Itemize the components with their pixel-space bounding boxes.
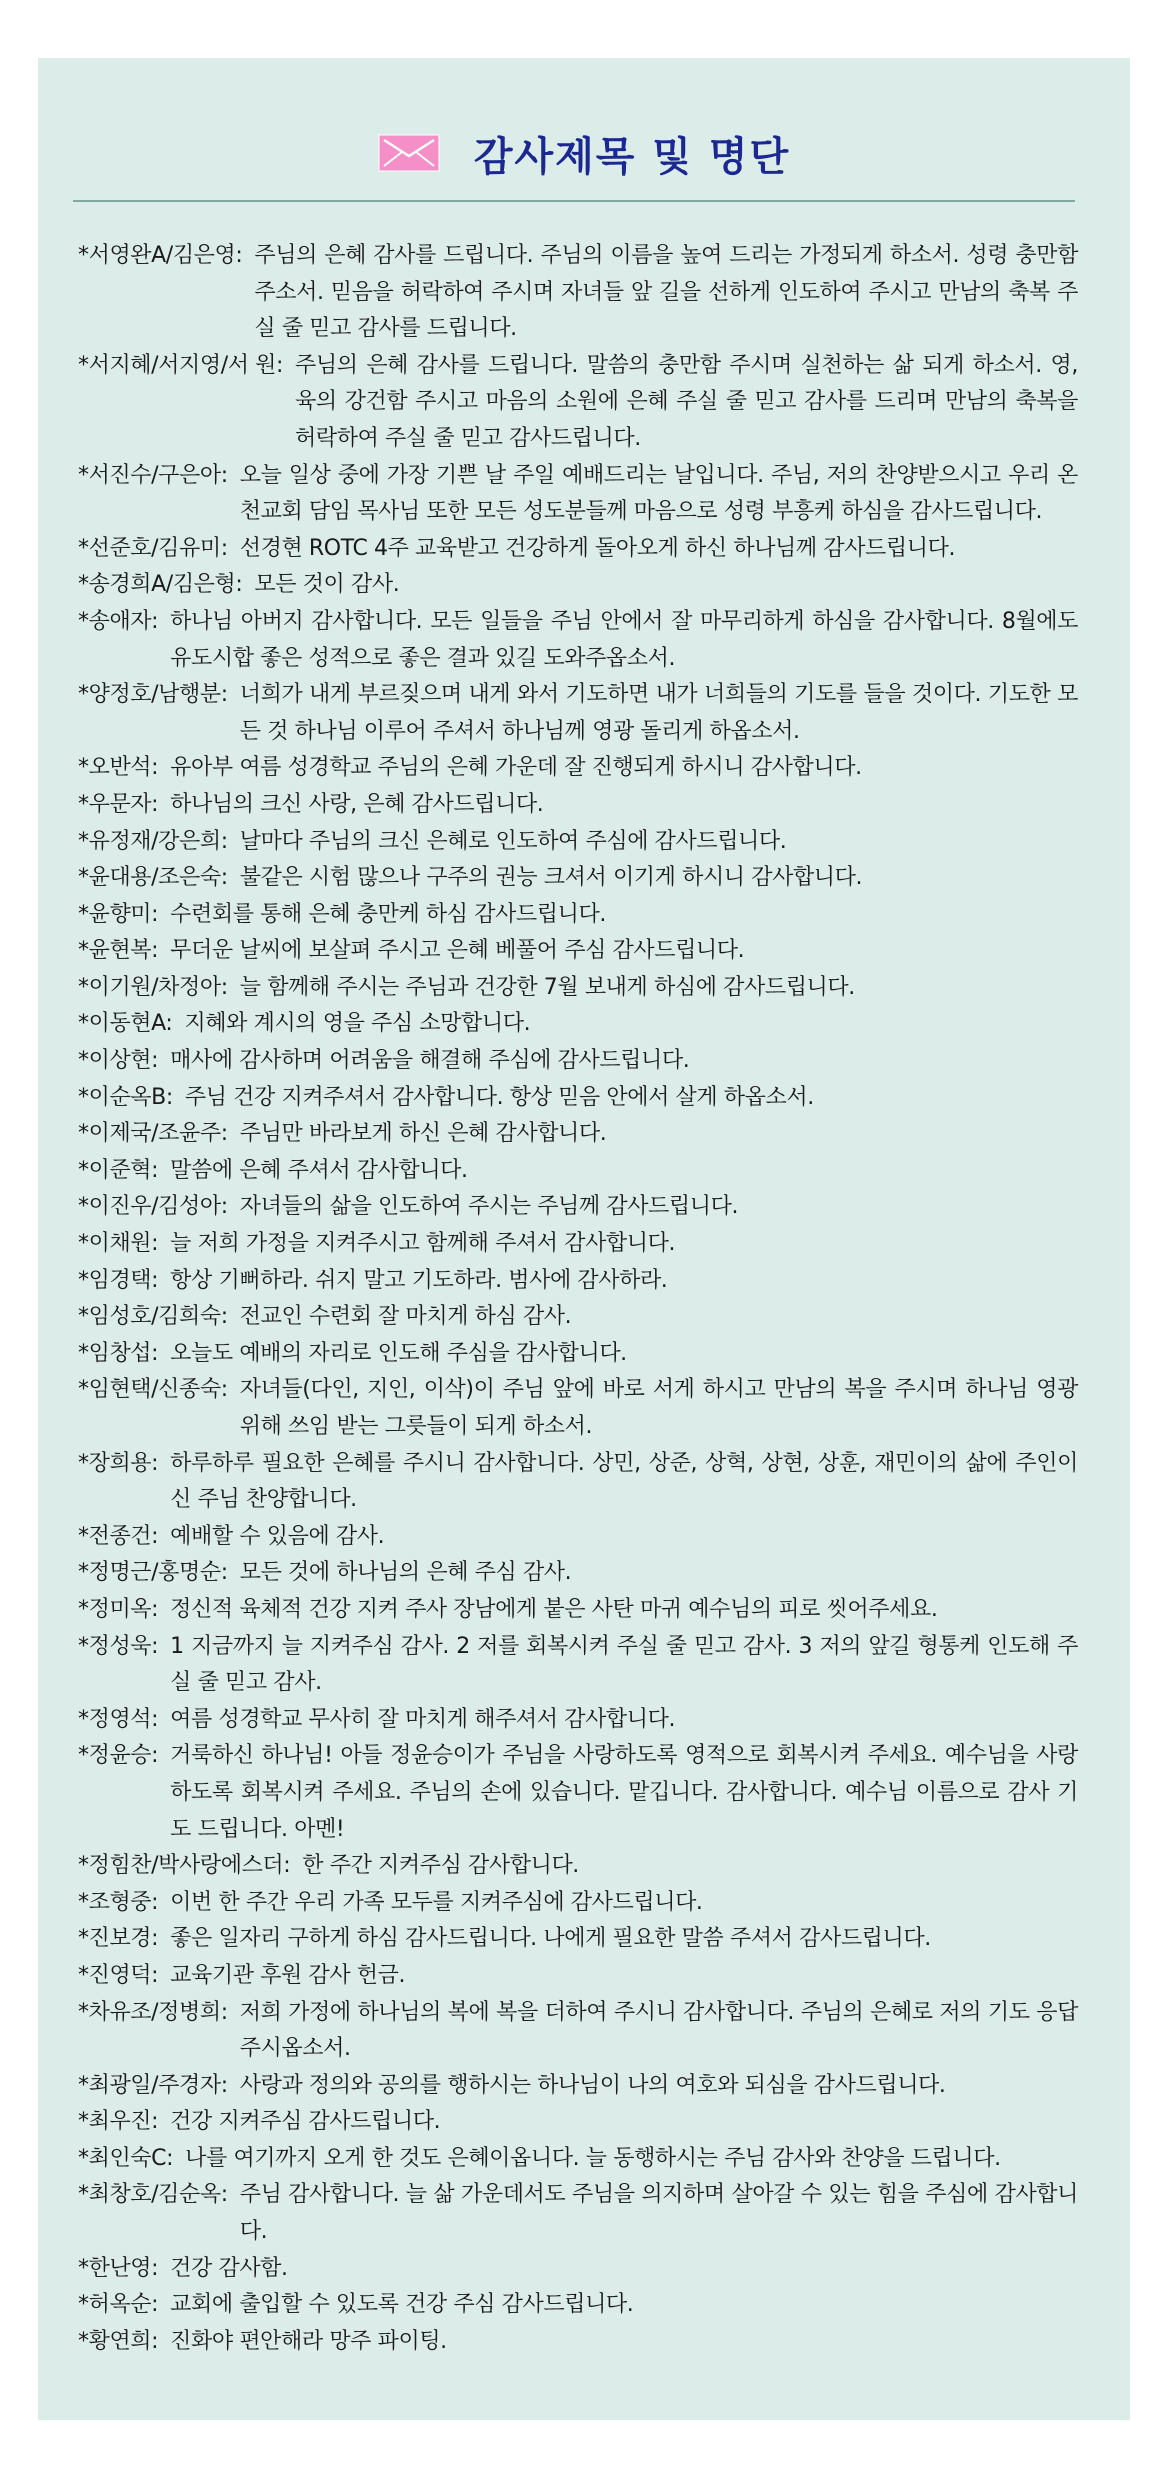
title-divider: [73, 200, 1075, 202]
list-item: [78, 2141, 1078, 2178]
entry-message: 하나님의 크신 사랑, 은혜 감사드립니다.: [170, 791, 544, 817]
entry-message: 예배할 수 있음에 감사.: [170, 1523, 385, 1549]
entry-message: 유아부 여름 성경학교 주님의 은혜 가운데 잘 진행되게 하시니 감사합니다.: [170, 755, 862, 781]
list-item: [78, 1738, 1078, 1848]
list-item: [78, 787, 1078, 824]
list-item: [78, 1372, 1078, 1445]
entry-message: 거룩하신 하나님! 아들 정윤승이가 주님을 사랑하도록 영적으로 회복시켜 주세요. 예수님을 사랑하도록 회복시켜 주세요. 주님의 손에 있습니다. 맡깁니다. 감사합니다. 예수님 이름으로 감사 기도 드립니다. 아멘!: [170, 1743, 1078, 1842]
entry-message: 건강 지켜주심 감사드립니다.: [170, 2109, 441, 2135]
list-item: [78, 1921, 1078, 1958]
entry-name: *차유조/정병희:: [78, 1999, 228, 2025]
entry-name: *최우진:: [78, 2109, 159, 2135]
list-item: [78, 567, 1078, 604]
entry-name: *허옥순:: [78, 2292, 159, 2318]
entry-message: 좋은 일자리 구하게 하심 감사드립니다. 나에게 필요한 말씀 주셔서 감사드립니다.: [170, 1926, 931, 1952]
entry-name: *윤대용/조은숙:: [78, 865, 228, 891]
list-item: [78, 1519, 1078, 1556]
list-item: [78, 1080, 1078, 1117]
entry-name: *최광일/주경자:: [78, 2072, 228, 2098]
entry-message: 주님 건강 지켜주셔서 감사합니다. 항상 믿음 안에서 살게 하옵소서.: [184, 1084, 814, 1110]
entry-name: *이채원:: [78, 1231, 159, 1257]
entry-message: 오늘 일상 중에 가장 기쁜 날 주일 예배드리는 날입니다. 주님, 저의 찬양받으시고 우리 온천교회 담임 목사님 또한 모든 성도분들께 마음으로 성령 부흥케 하심을 감사드립니다.: [239, 462, 1078, 525]
entry-name: *정성욱:: [78, 1633, 159, 1659]
entry-message: 건강 감사함.: [170, 2255, 288, 2281]
entry-name: *선준호/김유미:: [78, 535, 228, 561]
entry-message: 교회에 출입할 수 있도록 건강 주심 감사드립니다.: [170, 2292, 634, 2318]
entry-message: 오늘도 예배의 자리로 인도해 주심을 감사합니다.: [170, 1340, 627, 1366]
entry-message: 사랑과 정의와 공의를 행하시는 하나님이 나의 여호와 되심을 감사드립니다.: [239, 2072, 946, 2098]
entry-name: *이제국/조윤주:: [78, 1121, 228, 1147]
entry-name: *한난영:: [78, 2255, 159, 2281]
entry-message: 교육기관 후원 감사 헌금.: [170, 1962, 406, 1988]
entry-message: 자녀들의 삶을 인도하여 주시는 주님께 감사드립니다.: [239, 1194, 739, 1220]
entry-message: 항상 기뻐하라. 쉬지 말고 기도하라. 범사에 감사하라.: [170, 1267, 668, 1293]
entry-name: *오반석:: [78, 755, 159, 781]
list-item: [78, 1885, 1078, 1922]
entry-message: 한 주간 지켜주심 감사합니다.: [302, 1853, 579, 1879]
list-item: [78, 750, 1078, 787]
entry-name: *이진우/김성아:: [78, 1194, 228, 1220]
list-item: [78, 1848, 1078, 1885]
entry-name: *이기원/차정아:: [78, 974, 228, 1000]
entry-name: *정미옥:: [78, 1596, 159, 1622]
entry-message: 매사에 감사하며 어려움을 해결해 주심에 감사드립니다.: [170, 1048, 690, 1074]
list-item: [78, 458, 1078, 531]
entry-message: 주님의 은혜 감사를 드립니다. 말씀의 충만함 주시며 실천하는 삶 되게 하소서. 영, 육의 강건함 주시고 마음의 소원에 은혜 주실 줄 믿고 감사를 드리며 만남의 축복을 허락하여 주실 줄 믿고 감사드립니다.: [295, 352, 1078, 451]
list-item: [78, 824, 1078, 861]
list-item: [78, 1226, 1078, 1263]
entry-name: *이동현A:: [78, 1011, 173, 1037]
list-item: [78, 1958, 1078, 1995]
entry-name: *임창섭:: [78, 1340, 159, 1366]
entry-message: 하루하루 필요한 은혜를 주시니 감사합니다. 상민, 상준, 상혁, 상현, 상훈, 재민이의 삶에 주인이신 주님 찬양합니다.: [170, 1450, 1078, 1513]
list-item: [78, 1446, 1078, 1519]
entry-message: 1 지금까지 늘 지켜주심 감사. 2 저를 회복시켜 주실 줄 믿고 감사. 3 저의 앞길 형통케 인도해 주실 줄 믿고 감사.: [170, 1633, 1078, 1696]
list-item: [78, 2324, 1078, 2361]
entry-message: 주님의 은혜 감사를 드립니다. 주님의 이름을 높여 드리는 가정되게 하소서. 성령 충만함 주소서. 믿음을 허락하여 주시며 자녀들 앞 길을 선하게 인도하여 주시고 만남의 축복 주실 줄 믿고 감사를 드립니다.: [254, 243, 1078, 342]
entry-message: 이번 한 주간 우리 가족 모두를 지켜주심에 감사드립니다.: [170, 1889, 703, 1915]
entry-name: *임현택/신종숙:: [78, 1377, 228, 1403]
entry-message: 늘 저희 가정을 지켜주시고 함께해 주셔서 감사합니다.: [170, 1231, 676, 1257]
entry-message: 모든 것에 하나님의 은혜 주심 감사.: [239, 1560, 572, 1586]
entry-message: 여름 성경학교 무사히 잘 마치게 해주셔서 감사합니다.: [170, 1706, 676, 1732]
entry-name: *우문자:: [78, 791, 159, 817]
entry-message: 지혜와 계시의 영을 주심 소망합니다.: [184, 1011, 531, 1037]
entry-name: *진영덕:: [78, 1962, 159, 1988]
thanksgiving-list: [78, 238, 1078, 2360]
entry-name: *최인숙C:: [78, 2145, 174, 2171]
entry-name: *윤현복:: [78, 938, 159, 964]
entry-name: *정힘찬/박사랑에스더:: [78, 1853, 291, 1879]
content-panel: [38, 58, 1130, 2420]
list-item: [78, 2251, 1078, 2288]
entry-name: *윤향미:: [78, 901, 159, 927]
entry-message: 하나님 아버지 감사합니다. 모든 일들을 주님 안에서 잘 마무리하게 하심을 감사합니다. 8월에도 유도시합 좋은 성적으로 좋은 결과 있길 도와주옵소서.: [170, 608, 1078, 671]
entry-message: 정신적 육체적 건강 지켜 주사 장남에게 붙은 사탄 마귀 예수님의 피로 씻어주세요.: [170, 1596, 938, 1622]
entry-message: 너희가 내게 부르짖으며 내게 와서 기도하면 내가 너희들의 기도를 들을 것이다. 기도한 모든 것 하나님 이루어 주셔서 하나님께 영광 돌리게 하옵소서.: [239, 682, 1078, 744]
entry-message: 저희 가정에 하나님의 복에 복을 더하여 주시니 감사합니다. 주님의 은혜로 저의 기도 응답 주시옵소서.: [239, 1999, 1078, 2062]
entry-message: 말씀에 은혜 주셔서 감사합니다.: [170, 1157, 468, 1183]
list-item: [78, 2177, 1078, 2250]
list-item: [78, 1153, 1078, 1190]
list-item: [78, 1995, 1078, 2068]
entry-name: *진보경:: [78, 1926, 159, 1952]
entry-message: 진화야 편안해라 망주 파이팅.: [170, 2328, 447, 2354]
list-item: [78, 970, 1078, 1007]
entry-name: *서지혜/서지영/서 원:: [78, 352, 284, 378]
list-item: [78, 677, 1078, 750]
entry-message: 날마다 주님의 크신 은혜로 인도하여 주심에 감사드립니다.: [239, 828, 787, 854]
entry-message: 주님 감사합니다. 늘 삶 가운데서도 주님을 의지하며 살아갈 수 있는 힘을 주심에 감사합니다.: [239, 2182, 1078, 2245]
entry-name: *이상현:: [78, 1048, 159, 1074]
entry-name: *이준혁:: [78, 1157, 159, 1183]
entry-name: *임성호/김희숙:: [78, 1304, 228, 1330]
list-item: [78, 933, 1078, 970]
list-item: [78, 1263, 1078, 1300]
page-title: 감사제목 및 명단: [473, 133, 791, 180]
entry-name: *유정재/강은희:: [78, 828, 228, 854]
list-item: [78, 2287, 1078, 2324]
entry-name: *장희용:: [78, 1450, 159, 1476]
entry-name: *조형중:: [78, 1889, 159, 1915]
list-item: [78, 1006, 1078, 1043]
entry-name: *송경희A/김은형:: [78, 572, 243, 598]
envelope-icon: [378, 134, 440, 172]
entry-message: 무더운 날씨에 보살펴 주시고 은혜 베풀어 주심 감사드립니다.: [170, 938, 745, 964]
list-item: [78, 897, 1078, 934]
entry-name: *양정호/남행분:: [78, 682, 228, 708]
list-item: [78, 1189, 1078, 1226]
entry-message: 늘 함께해 주시는 주님과 건강한 7월 보내게 하심에 감사드립니다.: [239, 974, 855, 1000]
list-item: [78, 2068, 1078, 2105]
entry-message: 선경현 ROTC 4주 교육받고 건강하게 돌아오게 하신 하나님께 감사드립니다.: [239, 535, 956, 561]
list-item: [78, 1629, 1078, 1702]
list-item: [78, 348, 1078, 458]
list-item: [78, 1336, 1078, 1373]
list-item: [78, 1702, 1078, 1739]
entry-message: 불같은 시험 많으나 구주의 권능 크셔서 이기게 하시니 감사합니다.: [239, 865, 863, 891]
entry-name: *서영완A/김은영:: [78, 243, 243, 268]
list-item: [78, 1592, 1078, 1629]
list-item: [78, 604, 1078, 677]
entry-message: 자녀들(다인, 지인, 이삭)이 주님 앞에 바로 서게 하시고 만남의 복을 주시며 하나님 영광 위해 쓰임 받는 그릇들이 되게 하소서.: [239, 1377, 1078, 1439]
list-item: [78, 531, 1078, 568]
list-item: [78, 238, 1078, 348]
list-item: [78, 1555, 1078, 1592]
entry-message: 모든 것이 감사.: [254, 572, 400, 598]
list-item: [78, 1116, 1078, 1153]
entry-name: *최창호/김순옥:: [78, 2182, 228, 2208]
entry-message: 수련회를 통해 은혜 충만케 하심 감사드립니다.: [170, 901, 606, 927]
entry-name: *전종건:: [78, 1523, 159, 1549]
entry-message: 전교인 수련회 잘 마치게 하심 감사.: [239, 1304, 572, 1330]
entry-message: 나를 여기까지 오게 한 것도 은혜이옵니다. 늘 동행하시는 주님 감사와 찬양을 드립니다.: [185, 2145, 1001, 2171]
entry-name: *송애자:: [78, 608, 159, 634]
entry-name: *정윤승:: [78, 1743, 159, 1769]
entry-message: 주님만 바라보게 하신 은혜 감사합니다.: [239, 1121, 607, 1147]
page-header: [38, 118, 1130, 188]
entry-name: *정영석:: [78, 1706, 159, 1732]
entry-name: *서진수/구은아:: [78, 462, 228, 488]
list-item: [78, 1299, 1078, 1336]
entry-name: *황연희:: [78, 2328, 159, 2354]
list-item: [78, 2104, 1078, 2141]
entry-name: *임경택:: [78, 1267, 159, 1293]
list-item: [78, 860, 1078, 897]
entry-name: *이순옥B:: [78, 1084, 173, 1110]
list-item: [78, 1043, 1078, 1080]
entry-name: *정명근/홍명순:: [78, 1560, 228, 1586]
